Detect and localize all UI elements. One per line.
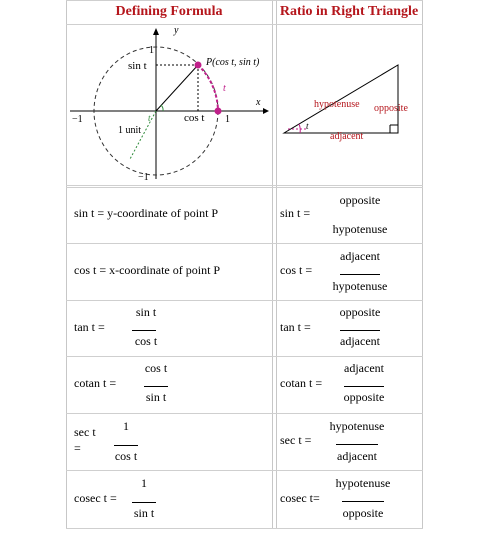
fraction-bar: [340, 274, 380, 275]
tan-definition-numerator: sin t: [135, 305, 157, 319]
header-ratio-right-triangle: Ratio in Right Triangle: [279, 4, 419, 19]
tan-definition-lhs: tan t =: [74, 320, 105, 334]
radius-to-p: [156, 65, 198, 111]
row-divider: [66, 356, 423, 357]
fraction-bar: [336, 444, 378, 445]
sin-t-label: sin t: [128, 60, 147, 72]
sec-definition-lhs: sec t: [74, 425, 96, 439]
radius-unit-label: 1 unit: [118, 125, 142, 136]
table-divider-left: [272, 0, 273, 529]
cosec-definition-denominator: sin t: [133, 506, 155, 520]
triangle-angle-t-label: t: [306, 121, 309, 131]
cosec-ratio-numerator: hypotenuse: [335, 476, 391, 490]
cos-ratio-lhs: cos t =: [280, 263, 313, 277]
sin-definition: sin t = y-coordinate of point P: [74, 206, 219, 220]
arc-t-label: t: [223, 83, 226, 94]
sec-ratio-lhs: sec t =: [280, 433, 312, 447]
cotan-ratio-denominator: opposite: [343, 390, 385, 404]
tan-ratio-numerator: opposite: [339, 305, 381, 319]
adjacent-label: adjacent: [330, 131, 364, 142]
right-triangle-diagram: [276, 25, 422, 185]
cotan-definition-numerator: cos t: [144, 361, 168, 375]
row-divider: [66, 413, 423, 414]
row-divider: [66, 470, 423, 471]
right-tick-label: 1: [225, 114, 230, 125]
cotan-definition-denominator: sin t: [145, 390, 167, 404]
table-border-right: [422, 0, 423, 529]
fraction-bar: [342, 501, 384, 502]
point-one: [215, 108, 222, 115]
header-defining-formula: Defining Formula: [115, 4, 223, 19]
left-tick-label: −1: [72, 114, 83, 125]
y-axis-label: y: [174, 25, 179, 36]
sin-ratio-denominator: hypotenuse: [332, 222, 388, 236]
sec-definition-denominator: cos t: [114, 449, 138, 463]
sin-ratio-lhs: sin t =: [280, 206, 311, 220]
y-axis-arrow-icon: [153, 28, 159, 35]
angle-arc: [161, 105, 163, 111]
hypotenuse-label: hypotenuse: [314, 99, 360, 110]
fraction-bar: [132, 502, 156, 503]
sec-ratio-numerator: hypotenuse: [329, 419, 385, 433]
point-p-label: P(cos t, sin t): [206, 57, 260, 68]
cosec-definition-lhs: cosec t =: [74, 491, 117, 505]
row-divider: [66, 300, 423, 301]
cos-ratio-denominator: hypotenuse: [332, 279, 388, 293]
tan-ratio-denominator: adjacent: [340, 334, 380, 348]
cos-t-label: cos t: [184, 112, 205, 124]
tan-ratio-lhs: tan t =: [280, 320, 311, 334]
table-border-bottom: [66, 528, 423, 529]
cotan-ratio-numerator: adjacent: [344, 361, 384, 375]
fraction-bar: [114, 445, 138, 446]
cos-ratio-numerator: adjacent: [340, 249, 380, 263]
fraction-bar: [132, 330, 156, 331]
row-divider: [66, 187, 423, 188]
arc-t: [198, 65, 218, 111]
opposite-label: opposite: [374, 103, 408, 114]
x-axis-arrow-icon: [263, 108, 269, 114]
x-axis-label: x: [256, 97, 261, 108]
cotan-definition-lhs: cotan t =: [74, 376, 117, 390]
cosec-ratio-denominator: opposite: [342, 506, 384, 520]
sin-ratio-numerator: opposite: [339, 193, 381, 207]
row-divider: [66, 185, 423, 186]
fraction-bar: [144, 386, 168, 387]
angle-t-label: t: [148, 113, 151, 123]
cosec-ratio-lhs: cosec t=: [280, 491, 320, 505]
row-divider: [66, 243, 423, 244]
trig-table: [66, 0, 423, 529]
sec-definition-numerator: 1: [123, 419, 129, 433]
cos-definition: cos t = x-coordinate of point P: [74, 263, 221, 277]
top-tick-label: 1: [149, 45, 154, 56]
bottom-tick-label: −1: [138, 172, 149, 183]
table-border-top: [66, 0, 423, 1]
tan-definition-denominator: cos t: [134, 334, 158, 348]
unit-circle-diagram: [66, 25, 272, 185]
sec-definition-equals: =: [74, 441, 81, 455]
sec-ratio-denominator: adjacent: [337, 449, 377, 463]
cosec-definition-numerator: 1: [141, 476, 147, 490]
fraction-bar: [340, 330, 380, 331]
fraction-bar: [344, 386, 384, 387]
cotan-ratio-lhs: cotan t =: [280, 376, 323, 390]
point-p: [195, 62, 202, 69]
